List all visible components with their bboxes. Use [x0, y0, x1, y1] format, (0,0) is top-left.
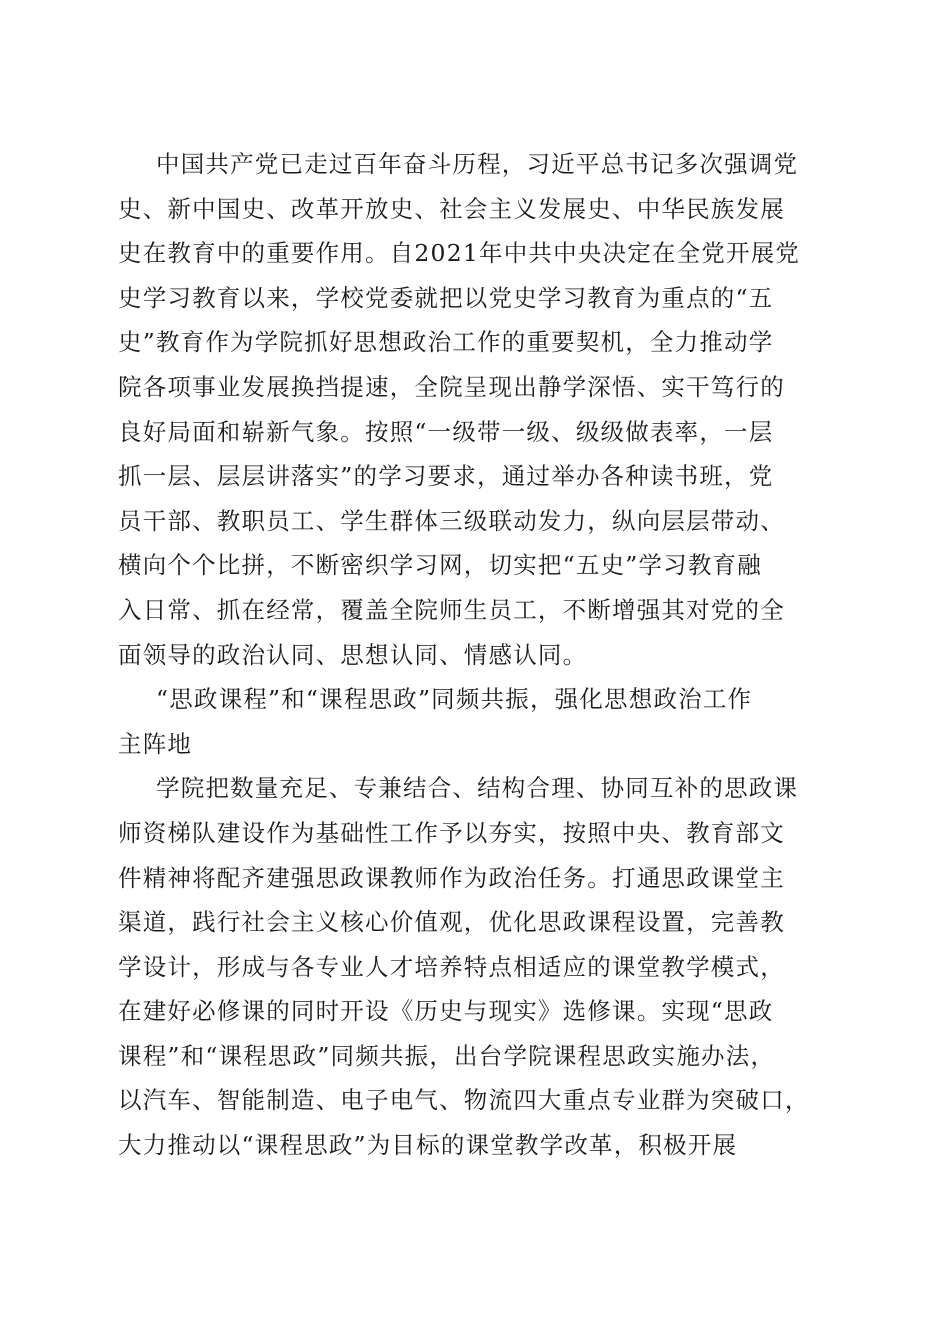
heading-line: 主阵地	[118, 729, 193, 758]
text-line: 良好局面和崭新气象。按照“一级带一级、级级做表率，一层	[118, 417, 774, 446]
document-page	[118, 142, 828, 1168]
section-heading	[118, 677, 828, 766]
text-line: 入日常、抓在经常，覆盖全院师生员工，不断增强其对党的全	[118, 595, 785, 624]
text-line: 渠道，践行社会主义核心价值观，优化思政课程设置，完善教	[118, 908, 785, 937]
text-line: 员干部、教职员工、学生群体三级联动发力，纵向层层带动、	[118, 506, 785, 535]
text-line: 学设计，形成与各专业人才培养特点相适应的课堂教学模式，	[118, 952, 785, 981]
text-line: 史在教育中的重要作用。自2021年中共中央决定在全党开展党	[118, 239, 801, 268]
text-line: 面领导的政治认同、思想认同、情感认同。	[118, 640, 588, 669]
paragraph-intro	[118, 142, 828, 677]
heading-line: “思政课程”和“课程思政”同频共振，强化思想政治工作	[156, 685, 753, 714]
text-line: 以汽车、智能制造、电子电气、物流四大重点专业群为突破口，	[118, 1086, 810, 1115]
text-line: 院各项事业发展换挡提速，全院呈现出静学深悟、实干笃行的	[118, 372, 785, 401]
text-line: 在建好必修课的同时开设《历史与现实》选修课。实现“思政	[118, 997, 774, 1026]
text-line: 史学习教育以来，学校党委就把以党史学习教育为重点的“五	[118, 283, 774, 312]
text-line: 学院把数量充足、专兼结合、结构合理、协同互补的思政课	[156, 774, 799, 803]
text-line: 师资梯队建设作为基础性工作予以夯实，按照中央、教育部文	[118, 818, 785, 847]
text-line: 史、新中国史、改革开放史、社会主义发展史、中华民族发展	[118, 194, 785, 223]
text-line: 横向个个比拼，不断密织学习网，切实把“五史”学习教育融	[118, 551, 762, 580]
text-line: 中国共产党已走过百年奋斗历程，习近平总书记多次强调党	[156, 150, 799, 178]
text-line: 课程”和“课程思政”同频共振，出台学院课程思政实施办法，	[118, 1041, 776, 1070]
text-line: 大力推动以“课程思政”为目标的课堂教学改革，积极开展	[118, 1131, 738, 1160]
text-line: 件精神将配齐建强思政课教师作为政治任务。打通思政课堂主	[118, 863, 785, 892]
text-line: 史”教育作为学院抓好思想政治工作的重要契机，全力推动学	[118, 328, 774, 357]
paragraph-body	[118, 766, 828, 1167]
text-line: 抓一层、层层讲落实”的学习要求，通过举办各种读书班，党	[118, 462, 774, 491]
